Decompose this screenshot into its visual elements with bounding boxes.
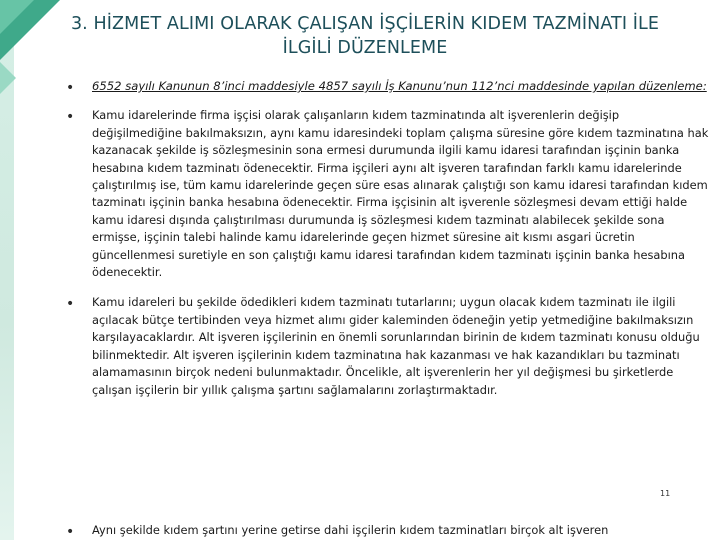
list-item-text: Aynı şekilde kıdem şartını yerine getirse dahi işçilerin kıdem tazminatları birçok alt işveren	[92, 523, 609, 537]
slide-title	[60, 12, 670, 60]
list-item	[66, 294, 710, 398]
list-item	[66, 78, 710, 95]
list-item	[66, 107, 710, 281]
page-number: 11	[660, 489, 671, 498]
slide-title-line-1: 3. HİZMET ALIMI OLARAK ÇALIŞAN İŞÇİLERİN KIDEM TAZMİNATI İLE	[70, 14, 660, 34]
bullet-icon: •	[66, 524, 75, 540]
bullet-icon: •	[66, 109, 75, 126]
list-item	[66, 522, 720, 539]
decorative-triangle-small	[0, 0, 34, 34]
bullet-list	[66, 78, 710, 399]
decorative-triangle-side	[0, 62, 16, 94]
list-item-text: Kamu idarelerinde firma işçisi olarak çalışanların kıdem tazminatında alt işverenlerin değişip değişilmediğine bakılmaksızın, aynı kamu idaresindeki toplam çalışma süresine göre kıdem tazminatına hak kazanacak şekilde iş sözleşmesinin sona ermesi durumunda ilgili kamu idaresi tarafından işçinin banka hesabına kıdem tazminatı ödenecektir. Firma işçileri aynı alt işveren tarafından farklı kamu idarelerinde çalıştırılmış ise, tüm kamu idarelerinde geçen süre esas alınarak çalıştığı son kamu idaresi tarafından kıdem tazminatı işçinin banka hesabına ödenecektir. Firma işçisinin alt işverenle sözleşmesi devam ettiği halde kamu idaresi dışında çalıştırılması durumunda iş sözleşmesi kıdem tazminatı alabilecek şekilde sona ermişse, işçinin talebi halinde kamu idarelerinde geçen hizmet süresine ait kısmı asgari ücretin güncellenmesi suretiyle en son çalıştığı kamu idaresi tarafından kıdem tazminatı işçinin banka hesabına ödenecektir.	[92, 108, 709, 280]
list-item-text: 6552 sayılı Kanunun 8’inci maddesiyle 4857 sayılı İş Kanunu’nun 112’nci maddesinde yapılan düzenleme:	[92, 79, 707, 93]
slide-title-line-2: İLGİLİ DÜZENLEME	[282, 38, 448, 58]
list-item-text: Kamu idareleri bu şekilde ödedikleri kıdem tazminatı tutarlarını; uygun olacak kıdem tazminatı ile ilgili açılacak bütçe tertibinden veya hizmet alımı gider kaleminden ödeneğin yetip yetmediğine bakılmaksızın karşılayacaklardır. Alt işveren işçilerinin en önemli sorunlarından birinin de kıdem tazminatı konusu olduğu bilinmektedir. Alt işveren işçilerinin kıdem tazminatına hak kazanması ve hak kazandıkları bu tazminatı alamamasının birçok nedeni bulunmaktadır. Öncelikle, alt işverenlerin her yıl değişmesi bu şirketlerde çalışan işçilerin bir yıllık çalışma şartını sağlamalarını zorlaştırmaktadır.	[92, 295, 700, 397]
bullet-icon: •	[66, 296, 75, 313]
bullet-icon: •	[66, 80, 75, 96]
